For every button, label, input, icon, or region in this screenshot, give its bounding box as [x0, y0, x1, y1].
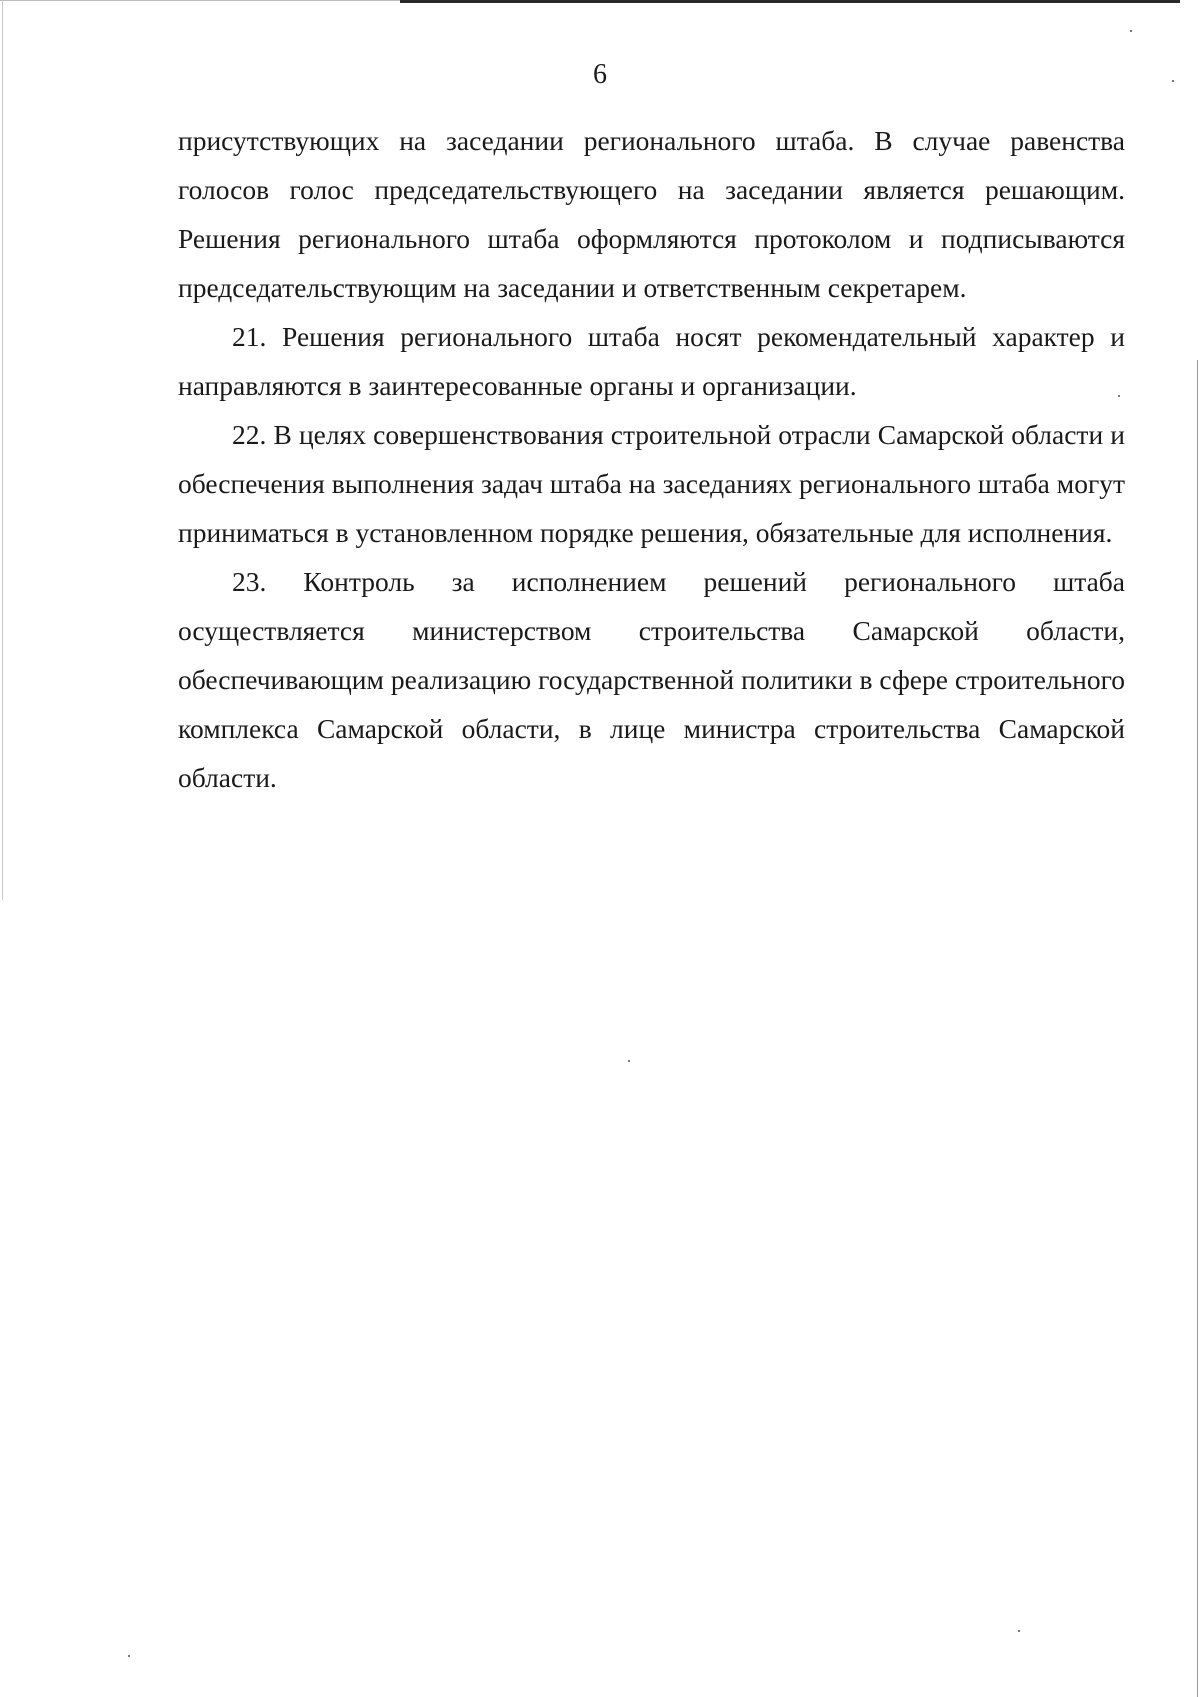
scan-edge-right	[1197, 360, 1198, 1697]
paragraph-22: 22. В целях совершенствования строительной отрасли Самарской области и обеспечения выполнения задач штаба на заседаниях регионального штаба могут приниматься в установленном порядке решения, обязательные для исполнения.	[178, 419, 1125, 548]
paragraph-23: 23. Контроль за исполнением решений регионального штаба осуществляется министерством строительства Самарской области, обеспечивающим реализацию государственной политики в сфере строительного комплекса Самарской области, в лице министра строительства Самарской области.	[178, 566, 1125, 793]
scan-edge-top-faint	[0, 0, 400, 1]
paragraph-continued: присутствующих на заседании регионального штаба. В случае равенства голосов голос председательствующего на заседании является решающим. Решения регионального штаба оформляются протоколом и подписываются председательствующим на заседании и ответственным секретарем.	[178, 125, 1125, 303]
scan-speck	[628, 1060, 630, 1062]
scan-edge-top	[400, 0, 1180, 3]
scan-speck	[1130, 30, 1132, 32]
scan-speck	[1018, 1630, 1020, 1632]
scan-speck	[128, 1655, 130, 1657]
document-body	[178, 116, 1125, 802]
scan-edge-left	[2, 0, 3, 900]
page-number: 6	[593, 59, 607, 90]
paragraph-21: 21. Решения регионального штаба носят рекомендательный характер и направляются в заинтересованные органы и организации.	[178, 321, 1125, 401]
